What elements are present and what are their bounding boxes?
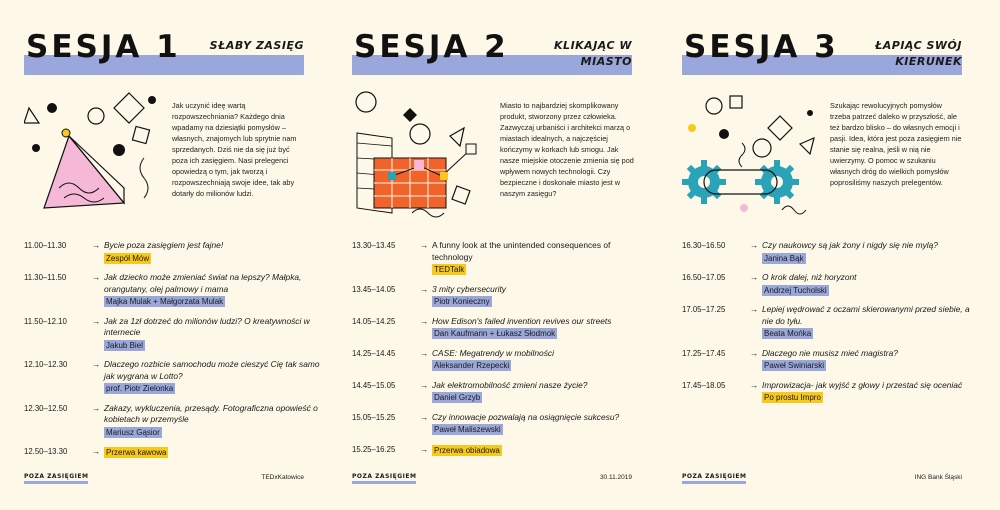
session-1-column bbox=[24, 0, 324, 510]
time: 12.10–12.30 bbox=[24, 360, 68, 369]
arrow-icon: → bbox=[420, 411, 429, 422]
arrow-icon: → bbox=[750, 379, 759, 390]
time: 14.25–14.45 bbox=[352, 348, 396, 358]
city-grid-illustration bbox=[352, 88, 497, 228]
time: 13.30–13.45 bbox=[352, 241, 396, 250]
time: 16.30–16.50 bbox=[682, 241, 726, 250]
time: 13.45–14.05 bbox=[352, 284, 396, 294]
schedule-row bbox=[682, 272, 982, 296]
talk-title: Jak za 1zł dotrzeć do milionów ludzi? O kreatywności w internecie bbox=[104, 315, 310, 337]
arrow-icon: → bbox=[420, 283, 429, 294]
talk-title: Improwizacja- jak wyjść z głowy i przestać się oceniać bbox=[762, 379, 963, 390]
gears-illustration bbox=[682, 88, 827, 228]
time: 17.05–17.25 bbox=[682, 305, 726, 314]
schedule-row bbox=[682, 380, 982, 404]
session-subtitle: ŁAPIĄC SWÓJ KIERUNEK bbox=[874, 39, 962, 68]
talk-title: A funny look at the unintended consequences of technology bbox=[432, 240, 611, 262]
arrow-icon: → bbox=[92, 359, 101, 369]
time: 15.05–15.25 bbox=[352, 412, 396, 422]
session-title: SESJA 3 bbox=[684, 29, 839, 65]
arrow-icon: → bbox=[92, 446, 101, 456]
schedule-row bbox=[24, 359, 324, 395]
session-2-column bbox=[352, 0, 652, 510]
schedule-row bbox=[24, 446, 324, 459]
session-title: SESJA 1 bbox=[26, 29, 181, 65]
session-3-column bbox=[682, 0, 982, 510]
speaker-label: Piotr Konieczny bbox=[434, 297, 490, 306]
schedule bbox=[682, 240, 982, 412]
schedule-row bbox=[352, 284, 652, 308]
speaker-label: Majka Mulak + Małgorzata Mulak bbox=[106, 297, 224, 306]
pyramid-illustration bbox=[24, 88, 169, 228]
schedule-row bbox=[682, 304, 982, 340]
time: 15.25–16.25 bbox=[352, 444, 396, 454]
time: 12.50–13.30 bbox=[24, 447, 68, 456]
time: 16.50–17.05 bbox=[682, 273, 726, 282]
arrow-icon: → bbox=[92, 402, 101, 413]
footer-date: 30.11.2019 bbox=[599, 474, 632, 481]
time: 12.30–12.50 bbox=[24, 403, 68, 413]
speaker-label: Andrzej Tucholski bbox=[764, 285, 827, 295]
talk-title: Dlaczego nie musisz mieć magistra? bbox=[762, 347, 898, 358]
footer-sponsor: TEDxKatowice bbox=[261, 474, 304, 481]
arrow-icon: → bbox=[750, 240, 759, 250]
speaker-label: Paweł Maliszewski bbox=[434, 425, 501, 434]
time: 17.45–18.05 bbox=[682, 380, 726, 390]
arrow-icon: → bbox=[420, 347, 429, 358]
speaker-label: Beata Mońka bbox=[764, 329, 812, 338]
schedule-row bbox=[352, 348, 652, 372]
talk-title: Dlaczego rozbicie samochodu może cieszyć Cię tak samo jak wygrana w Lotto? bbox=[104, 359, 320, 381]
speaker-label: Jakub Biel bbox=[106, 340, 143, 350]
arrow-icon: → bbox=[750, 347, 759, 358]
speaker-label: Daniel Grzyb bbox=[434, 393, 481, 402]
session-subtitle: SŁABY ZASIĘG bbox=[209, 39, 304, 52]
talk-title: Czy innowacje pozwalają na osiągnięcie sukcesu? bbox=[432, 411, 620, 422]
footer-logo: POZA ZASIĘGIEM bbox=[682, 473, 746, 484]
talk-title: 3 mity cybersecurity bbox=[432, 283, 506, 294]
schedule bbox=[352, 240, 652, 464]
schedule-row bbox=[24, 316, 324, 352]
arrow-icon: → bbox=[750, 304, 759, 314]
schedule-row bbox=[24, 240, 324, 264]
speaker-label: TEDTalk bbox=[434, 265, 465, 274]
talk-title: O krok dalej, niż horyzont bbox=[762, 272, 857, 282]
talk-title: Bycie poza zasięgiem jest fajne! bbox=[104, 240, 224, 250]
break-label: Przerwa obiadowa bbox=[434, 445, 500, 455]
session-intro: Szukając rewolucyjnych pomysłów trzeba patrzeć daleko w przyszłość, ale też bardzo blisko – do własnych emocji i pasji. Idea, która jest poza zasięgiem nie stanie się realna, jeśli w nią nie uwierzymy. O pomoc w szukaniu własnych dróg do wielkich pomysłów poprosiliśmy naszych prelegentów. bbox=[830, 101, 962, 187]
session-subtitle: KLIKAJĄC W MIASTO bbox=[554, 39, 632, 68]
time: 14.45–15.05 bbox=[352, 380, 396, 390]
session-intro: Miasto to najbardziej skomplikowany produkt, stworzony przez człowieka. Zazwyczaj urbaniści i architekci marzą o miastach idealnych, a najczęściej kończymy w korkach lub smogu. Jak nasze miejskie otoczenie zmienia się pod wpływem nowych technologii. Czy bezpieczne i doskonałe miasto jest w naszym zasięgu? bbox=[500, 101, 634, 198]
talk-title: Czy naukowcy są jak żony i nigdy się nie mylą? bbox=[762, 240, 938, 250]
speaker-label: Mariusz Gąsior bbox=[106, 427, 160, 437]
talk-title: Jak dziecko może zmieniać świat na lepszy? Małpka, orangutany, olej palmowy i mama bbox=[104, 272, 302, 294]
schedule-row bbox=[24, 403, 324, 439]
speaker-label: prof. Piotr Zielonka bbox=[106, 384, 174, 393]
footer-logo: POZA ZASIĘGIEM bbox=[24, 473, 88, 484]
session-intro: Jak uczynić ideę wartą rozpowszechniania? Każdego dnia wpadamy na dziesiątki pomysłów – własnych, znajomych lub sprytnie nam sprzedanych. Dziś nie da się już być poza ich zasięgiem. Nasi prelegenci opowiedzą o tym, jak tworzą i rozpowszechniają swoje idee, tak aby dotarły do milionów ludzi. bbox=[172, 101, 297, 198]
schedule-row bbox=[352, 444, 652, 457]
arrow-icon: → bbox=[92, 240, 101, 250]
time: 11.30–11.50 bbox=[24, 273, 67, 282]
talk-title: Lepiej wędrować z oczami skierowanymi przed siebie, a nie do tyłu. bbox=[762, 304, 970, 326]
schedule-row bbox=[352, 412, 652, 436]
speaker-label: Po prostu Impro bbox=[764, 393, 821, 402]
time: 11.00–11.30 bbox=[24, 241, 67, 250]
arrow-icon: → bbox=[750, 272, 759, 282]
session-title: SESJA 2 bbox=[354, 29, 509, 65]
talk-title: Jak elektromobilność zmieni nasze życie? bbox=[432, 379, 588, 390]
talk-title: Zakazy, wykluczenia, przesądy. Fotograficzna opowieść o kobietach w przemyśle bbox=[104, 402, 318, 424]
speaker-label: Aleksander Rzepecki bbox=[434, 361, 510, 370]
arrow-icon: → bbox=[420, 379, 429, 390]
arrow-icon: → bbox=[420, 443, 429, 454]
arrow-icon: → bbox=[420, 315, 429, 326]
footer-sponsor: ING Bank Śląski bbox=[914, 474, 962, 481]
schedule-row bbox=[352, 240, 652, 276]
break-label: Przerwa kawowa bbox=[106, 448, 167, 457]
speaker-label: Paweł Swiniarski bbox=[764, 361, 825, 370]
talk-title: CASE: Megatrendy w mobilności bbox=[432, 347, 554, 358]
time: 14.05–14.25 bbox=[352, 316, 396, 326]
schedule-row bbox=[352, 380, 652, 404]
time: 17.25–17.45 bbox=[682, 348, 726, 358]
speaker-label: Dan Kaufmann + Łukasz Słodmok bbox=[434, 329, 556, 338]
schedule-row bbox=[682, 240, 982, 264]
speaker-label: Zespół Mów bbox=[106, 253, 150, 263]
schedule-row bbox=[352, 316, 652, 340]
speaker-label: Janina Bąk bbox=[764, 253, 804, 263]
arrow-icon: → bbox=[92, 315, 101, 326]
arrow-icon: → bbox=[420, 240, 429, 250]
schedule bbox=[24, 240, 324, 467]
schedule-row bbox=[24, 272, 324, 308]
schedule-row bbox=[682, 348, 982, 372]
footer-logo: POZA ZASIĘGIEM bbox=[352, 473, 416, 484]
arrow-icon: → bbox=[92, 272, 101, 282]
talk-title: How Edison's failed invention revives our streets bbox=[432, 315, 612, 326]
time: 11.50–12.10 bbox=[24, 316, 67, 326]
